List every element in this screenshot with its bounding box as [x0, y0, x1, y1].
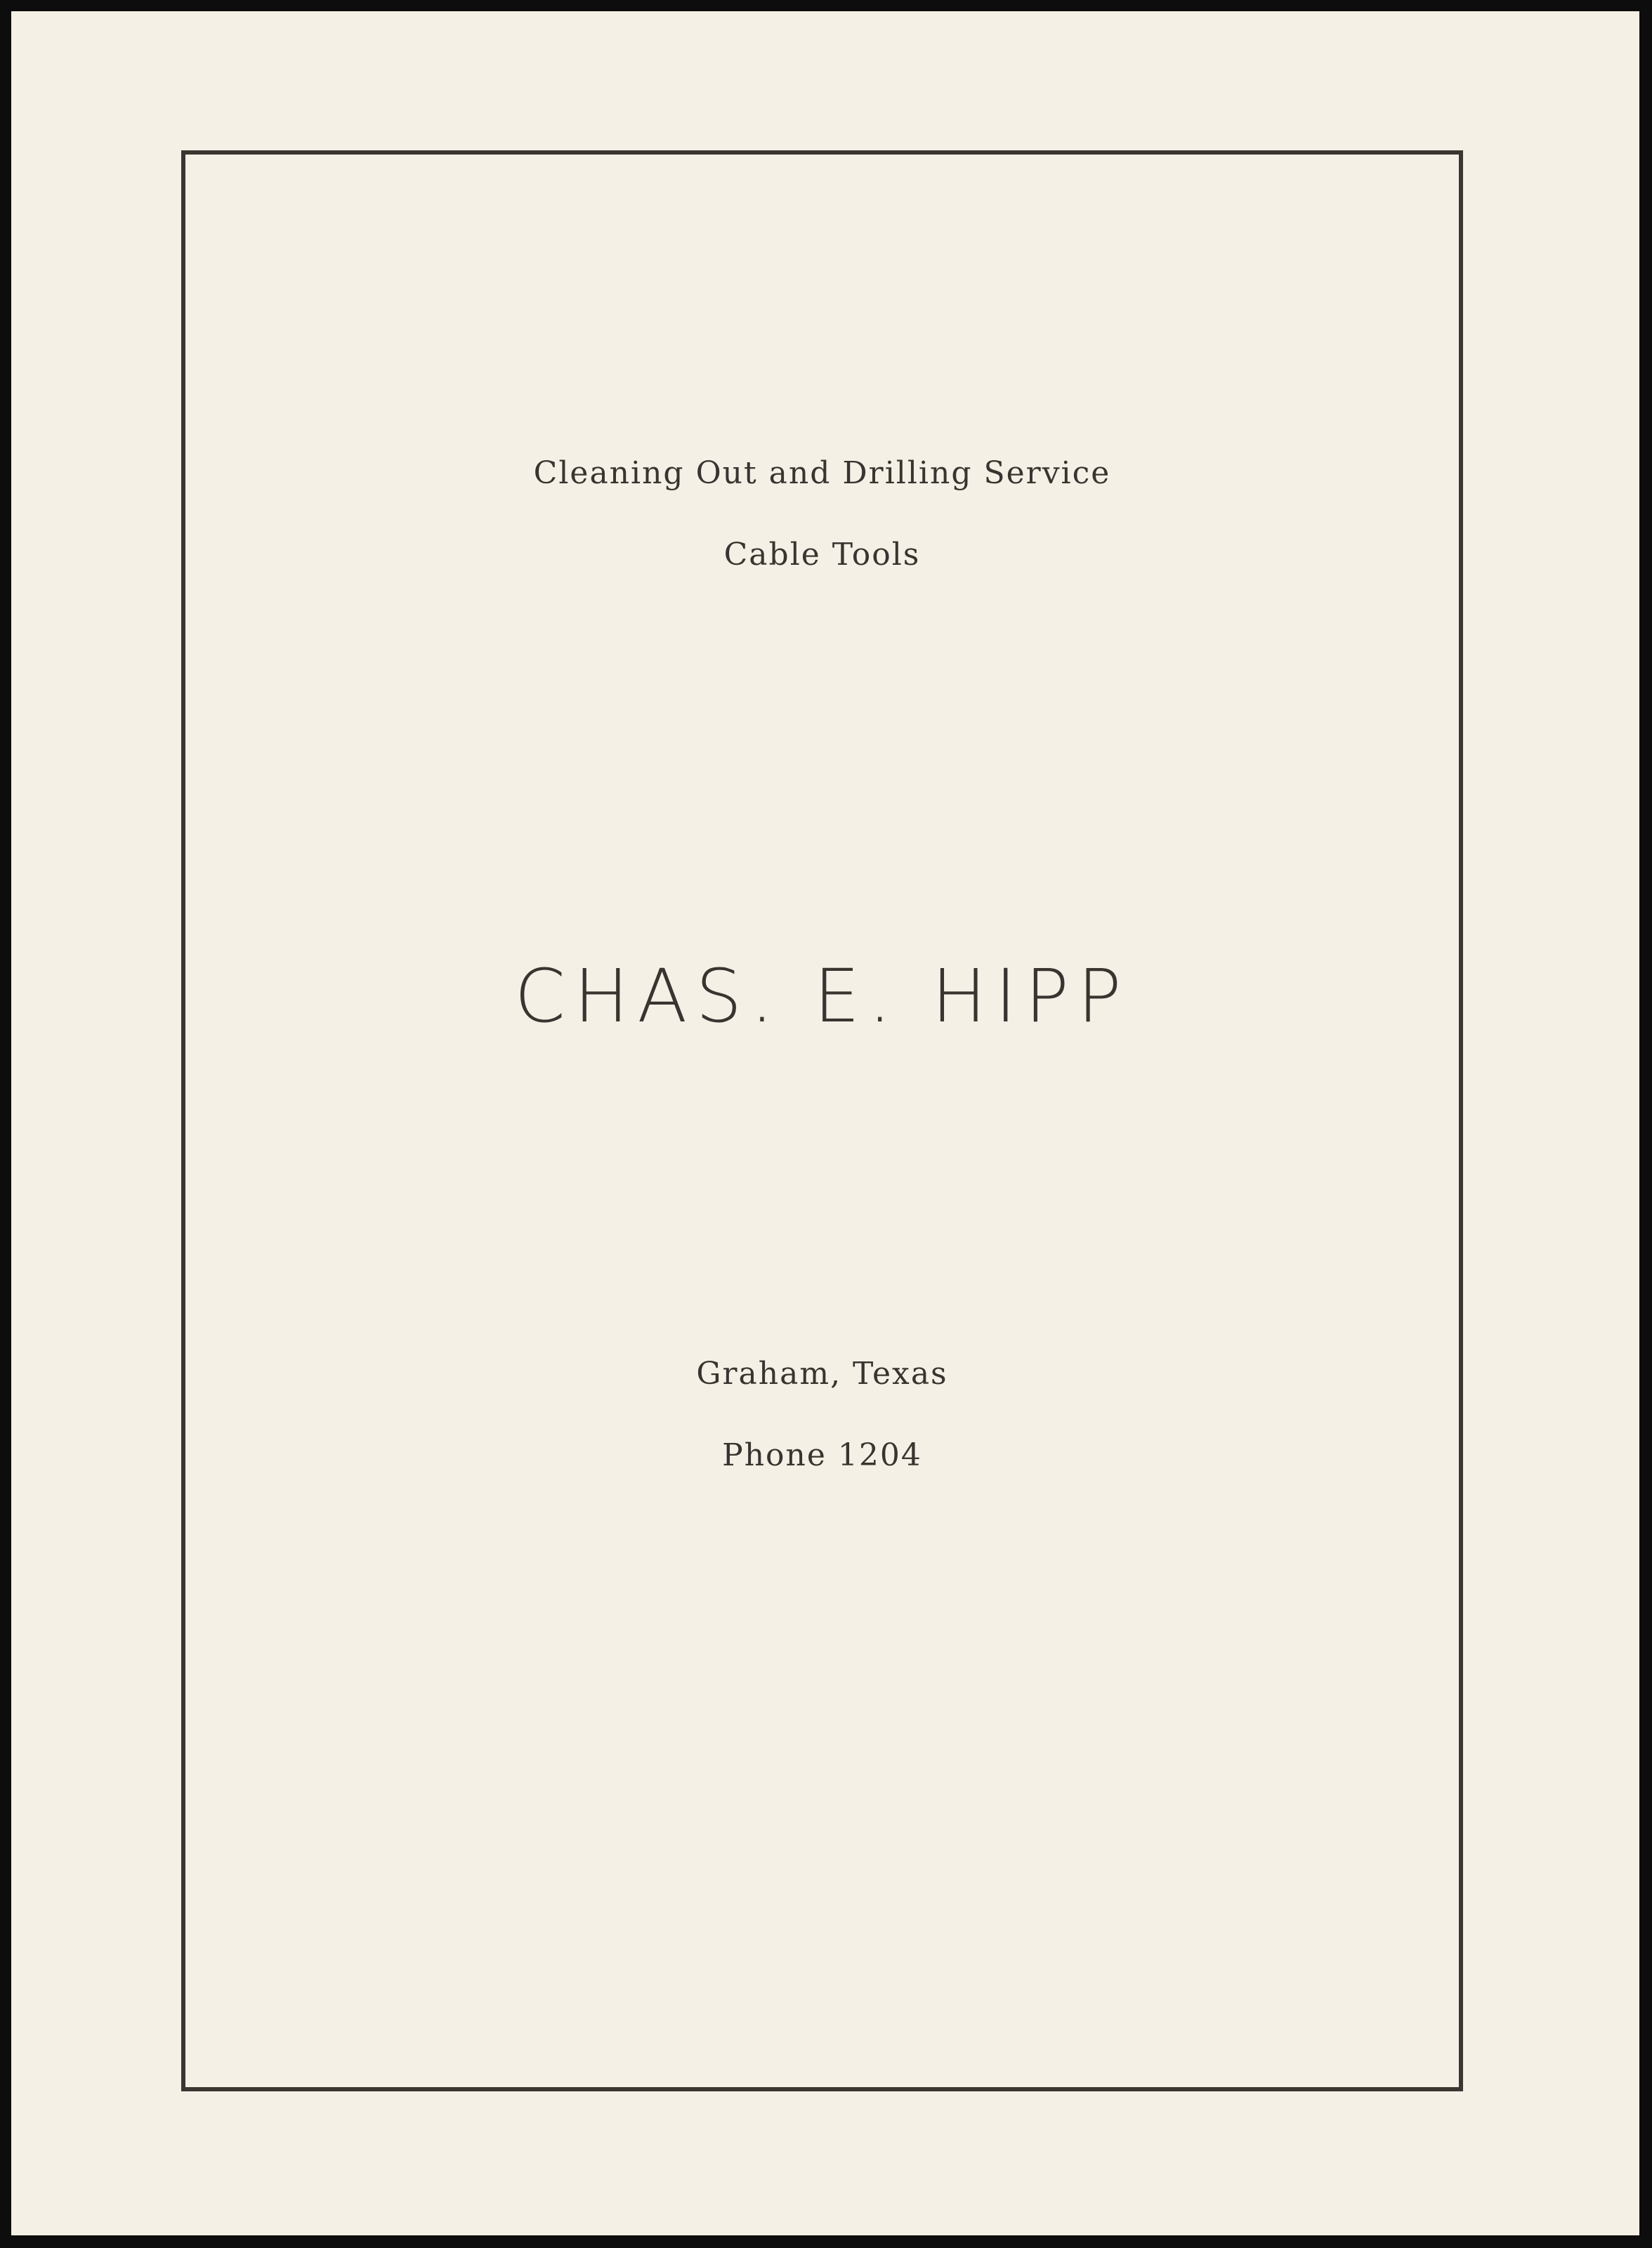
tools-line: Cable Tools: [723, 537, 921, 573]
paper-page: [11, 11, 1639, 2235]
location-line: Graham, Texas: [696, 1356, 948, 1392]
company-name: CHAS. E. HIPP: [514, 953, 1130, 1039]
border-frame: [181, 150, 1463, 2091]
phone-line: Phone 1204: [722, 1437, 922, 1473]
service-line: Cleaning Out and Drilling Service: [533, 455, 1111, 491]
